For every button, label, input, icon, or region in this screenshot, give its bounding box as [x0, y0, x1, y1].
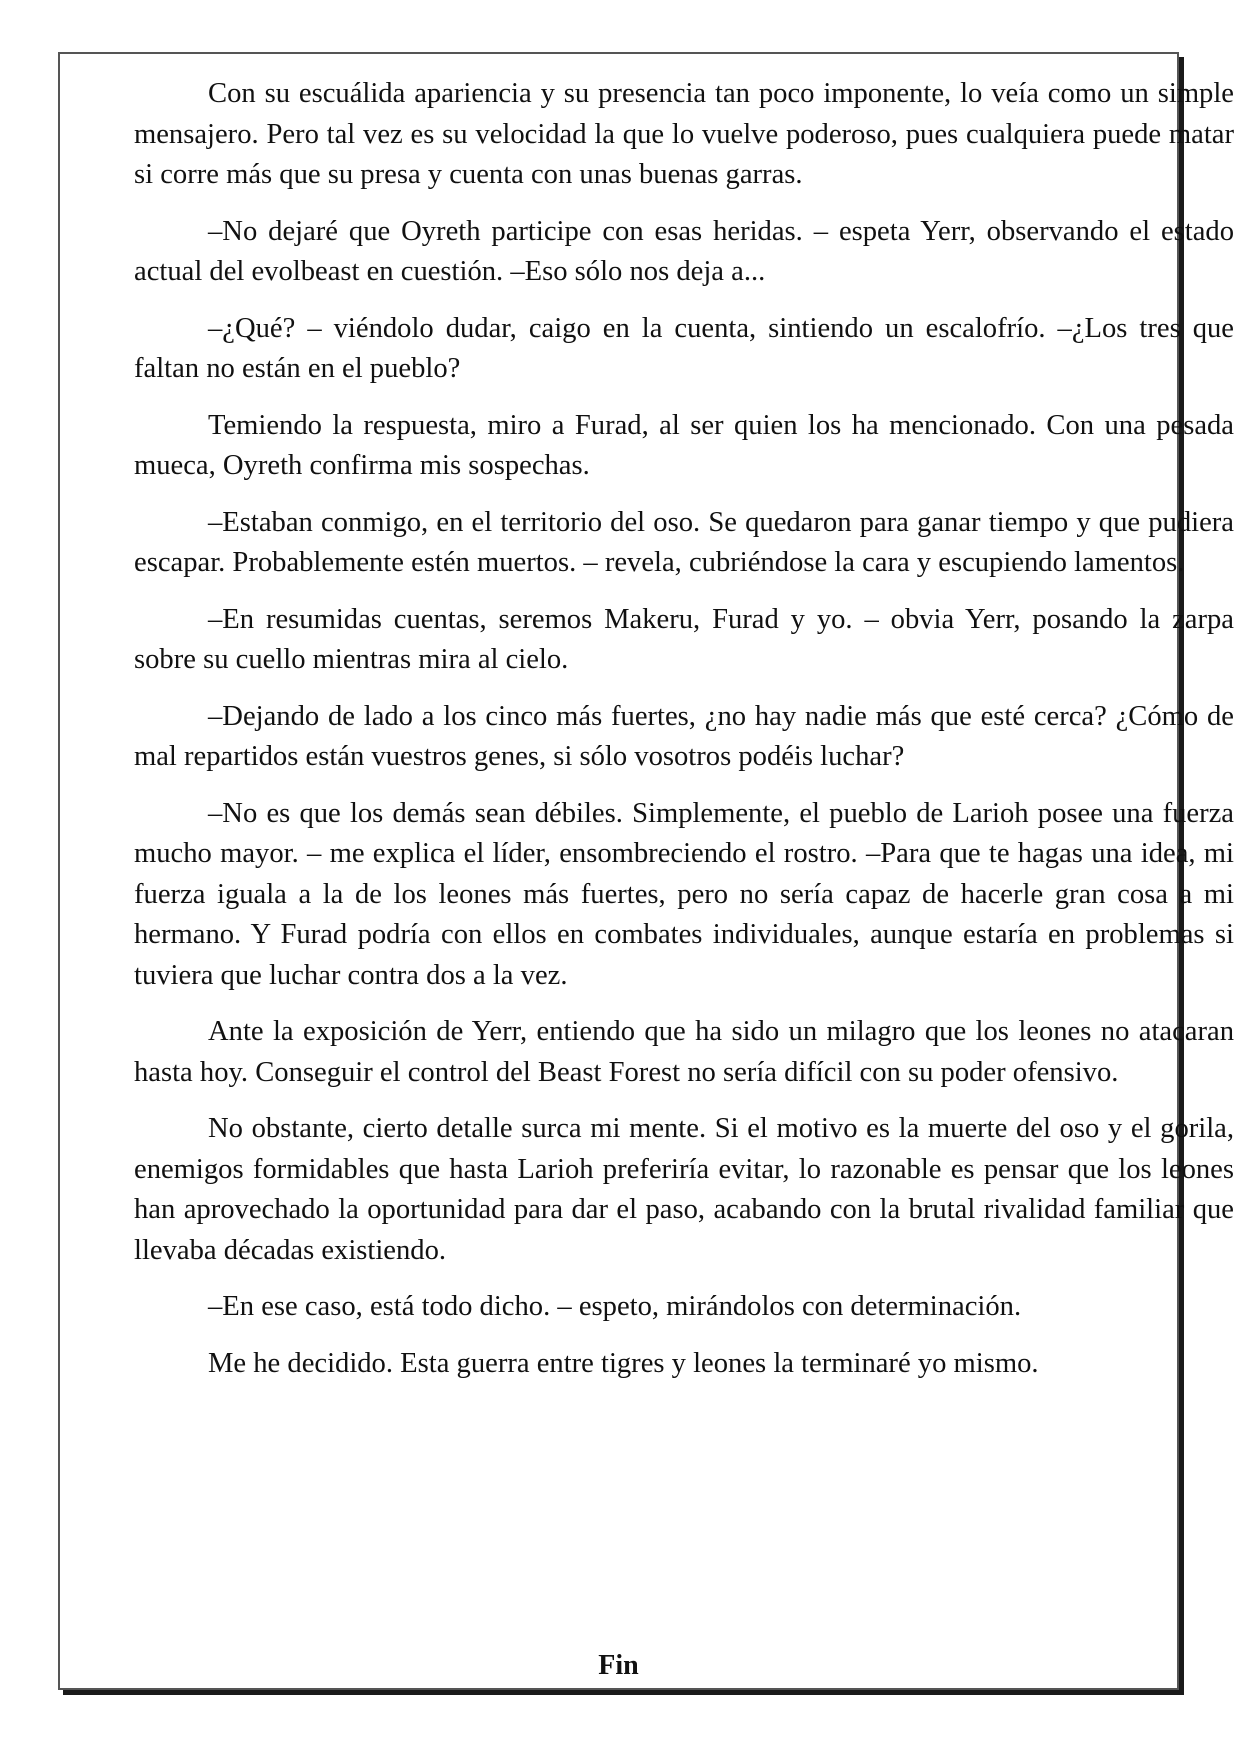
paragraph: –¿Qué? – viéndolo dudar, caigo en la cuenta, sintiendo un escalofrío. –¿Los tres que faltan no están en el pueblo?: [134, 312, 1234, 384]
page-frame: [58, 52, 1234, 1690]
paragraph: Con su escuálida apariencia y su presencia tan poco imponente, lo veía como un simple mensajero. Pero tal vez es su velocidad la que lo vuelve poderoso, pues cualquiera puede matar si corre más que su presa y cuenta con unas buenas garras.: [134, 78, 1234, 190]
paragraph: Me he decidido. Esta guerra entre tigres y leones la terminaré yo mismo.: [208, 1347, 1039, 1379]
end-mark: Fin: [598, 1650, 639, 1681]
text-body: [134, 74, 1234, 1400]
paragraph: Ante la exposición de Yerr, entiendo que ha sido un milagro que los leones no atacaran hasta hoy. Conseguir el control del Beast Forest no sería difícil con su poder ofensivo.: [134, 1016, 1234, 1088]
paragraph: –No dejaré que Oyreth participe con esas heridas. – espeta Yerr, observando el estado actual del evolbeast en cuestión. –Eso sólo nos deja a...: [134, 215, 1234, 287]
paragraph: No obstante, cierto detalle surca mi mente. Si el motivo es la muerte del oso y el gorila, enemigos formidables que hasta Larioh preferiría evitar, lo razonable es pensar que los leones han aprovechado la oportunidad para dar el paso, acabando con la brutal rivalidad familiar que llevaba décadas existiendo.: [134, 1113, 1234, 1266]
paragraph: –En resumidas cuentas, seremos Makeru, Furad y yo. – obvia Yerr, posando la zarpa sobre su cuello mientras mira al cielo.: [134, 603, 1234, 675]
paragraph: –Estaban conmigo, en el territorio del oso. Se quedaron para ganar tiempo y que pudiera escapar. Probablemente estén muertos. – revela, cubriéndose la cara y escupiendo lamentos.: [134, 506, 1234, 578]
paragraph: Temiendo la respuesta, miro a Furad, al ser quien los ha mencionado. Con una pesada mueca, Oyreth confirma mis sospechas.: [134, 409, 1234, 481]
paragraph: –No es que los demás sean débiles. Simplemente, el pueblo de Larioh posee una fuerza mucho mayor. – me explica el líder, ensombreciendo el rostro. –Para que te hagas una idea, mi fuerza iguala a la de los leones más fuertes, pero no sería capaz de hacerle gran cosa a mi hermano. Y Furad podría con ellos en combates individuales, aunque estaría en problemas si tuviera que luchar contra dos a la vez.: [134, 797, 1234, 991]
paragraph: –En ese caso, está todo dicho. – espeto, mirándolos con determinación.: [208, 1291, 1022, 1322]
paragraph: –Dejando de lado a los cinco más fuertes, ¿no hay nadie más que esté cerca? ¿Cómo de mal repartidos están vuestros genes, si sólo vosotros podéis luchar?: [134, 700, 1234, 772]
